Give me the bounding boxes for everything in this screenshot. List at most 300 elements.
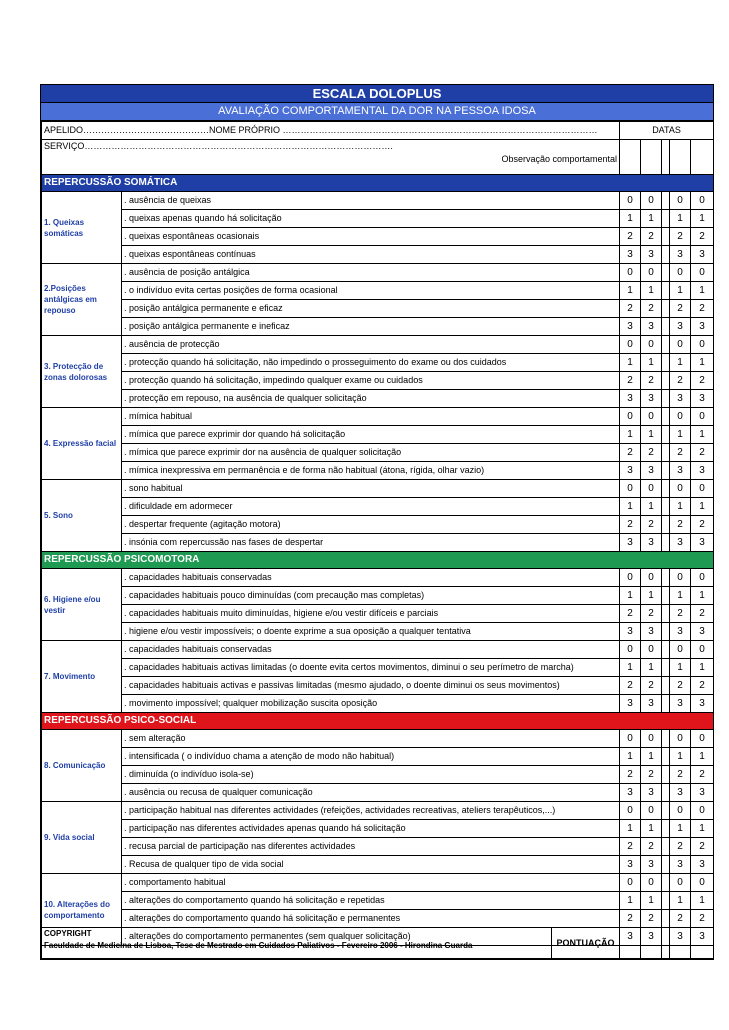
score-spacer-cell[interactable]	[662, 300, 670, 318]
score-cell[interactable]: 0	[641, 264, 662, 282]
item-row	[42, 336, 714, 354]
score-cell[interactable]: 1	[691, 498, 714, 516]
score-spacer-cell[interactable]	[662, 748, 670, 766]
item-description: . ausência de queixas	[122, 192, 620, 210]
date-cell[interactable]	[641, 140, 662, 175]
item-description: . comportamento habitual	[122, 874, 620, 892]
score-cell[interactable]: 2	[670, 516, 691, 534]
score-total-cell[interactable]	[691, 928, 714, 959]
score-cell[interactable]: 1	[641, 748, 662, 766]
score-cell[interactable]: 3	[670, 784, 691, 802]
score-cell[interactable]: 1	[670, 587, 691, 605]
item-description: . participação habitual nas diferentes actividades (refeições, actividades recreativas, ateliers terapêuticos,...)	[122, 802, 620, 820]
score-cell[interactable]: 0	[691, 569, 714, 587]
item-row	[42, 192, 714, 210]
score-cell[interactable]: 0	[670, 408, 691, 426]
score-cell[interactable]: 3	[670, 246, 691, 264]
score-cell[interactable]: 2	[620, 228, 641, 246]
footer-table	[41, 927, 714, 959]
date-cell[interactable]	[620, 140, 641, 175]
score-cell[interactable]: 1	[620, 498, 641, 516]
score-spacer-cell[interactable]	[662, 498, 670, 516]
score-cell[interactable]: 3	[641, 534, 662, 552]
score-cell[interactable]: 1	[620, 892, 641, 910]
score-cell[interactable]: 3	[641, 695, 662, 713]
date-cell[interactable]	[662, 140, 670, 175]
score-spacer-cell[interactable]	[662, 246, 670, 264]
score-cell[interactable]: 0	[691, 264, 714, 282]
score-cell[interactable]: 2	[620, 444, 641, 462]
score-cell[interactable]: 3	[670, 390, 691, 408]
score-cell[interactable]: 3	[620, 695, 641, 713]
item-row	[42, 516, 714, 534]
score-cell[interactable]: 3	[670, 695, 691, 713]
score-cell[interactable]: 2	[620, 300, 641, 318]
credit-text: Faculdade de Medicina de Lisboa, Tese de Mestrado em Cuidados Paliativos - Fevereiro 2006 - Hirondina Guarda	[44, 941, 473, 950]
category-label: 2.Posições antálgicas em repouso	[42, 264, 122, 336]
score-cell[interactable]: 3	[641, 390, 662, 408]
score-cell[interactable]: 1	[620, 282, 641, 300]
score-cell[interactable]: 2	[691, 677, 714, 695]
score-spacer-cell[interactable]	[662, 282, 670, 300]
score-cell[interactable]: 0	[641, 408, 662, 426]
score-cell[interactable]: 2	[620, 766, 641, 784]
score-spacer-cell[interactable]	[662, 318, 670, 336]
item-row	[42, 569, 714, 587]
score-cell[interactable]: 0	[641, 874, 662, 892]
score-cell[interactable]: 0	[670, 730, 691, 748]
score-cell[interactable]: 2	[641, 766, 662, 784]
apelido-field[interactable]: APELIDO……………………………………NOME PRÓPRIO ……………………………………………………………………………………………	[42, 122, 620, 140]
item-description: . ausência de posição antálgica	[122, 264, 620, 282]
score-spacer-cell[interactable]	[662, 677, 670, 695]
score-cell[interactable]: 3	[641, 462, 662, 480]
score-cell[interactable]: 3	[620, 856, 641, 874]
score-spacer-cell[interactable]	[662, 659, 670, 677]
score-cell[interactable]: 1	[670, 498, 691, 516]
datas-label: DATAS	[620, 122, 714, 140]
score-cell[interactable]: 0	[670, 192, 691, 210]
score-cell[interactable]: 2	[641, 372, 662, 390]
score-cell[interactable]: 3	[691, 928, 714, 946]
score-spacer-cell[interactable]	[662, 838, 670, 856]
score-cell[interactable]: 0	[641, 641, 662, 659]
score-cell[interactable]: 1	[641, 426, 662, 444]
item-row	[42, 444, 714, 462]
score-cell[interactable]: 3	[691, 246, 714, 264]
form-subtitle: AVALIAÇÃO COMPORTAMENTAL DA DOR NA PESSOA IDOSA	[41, 103, 713, 121]
score-cell[interactable]: 0	[670, 480, 691, 498]
item-row	[42, 264, 714, 282]
item-row	[42, 695, 714, 713]
score-cell[interactable]: 3	[691, 462, 714, 480]
score-cell[interactable]: 1	[641, 820, 662, 838]
item-row	[42, 659, 714, 677]
category-label: 3. Protecção de zonas dolorosas	[42, 336, 122, 408]
score-spacer-cell[interactable]	[662, 605, 670, 623]
score-cell[interactable]: 2	[691, 372, 714, 390]
category-label: 10. Alterações do comportamento	[42, 874, 122, 946]
score-spacer-cell[interactable]	[662, 587, 670, 605]
score-cell[interactable]: 3	[691, 534, 714, 552]
score-cell[interactable]: 2	[641, 677, 662, 695]
score-spacer-cell[interactable]	[662, 192, 670, 210]
score-cell[interactable]: 1	[691, 426, 714, 444]
score-cell[interactable]: 3	[670, 534, 691, 552]
item-description: . sem alteração	[122, 730, 620, 748]
score-cell[interactable]: 0	[670, 802, 691, 820]
item-row	[42, 641, 714, 659]
score-spacer-cell[interactable]	[662, 372, 670, 390]
score-cell[interactable]: 3	[691, 695, 714, 713]
score-cell[interactable]: 3	[641, 318, 662, 336]
item-row	[42, 605, 714, 623]
item-row	[42, 874, 714, 892]
name-row	[42, 122, 714, 140]
item-row	[42, 390, 714, 408]
score-cell[interactable]: 2	[620, 516, 641, 534]
score-cell[interactable]: 3	[620, 318, 641, 336]
score-cell[interactable]: 3	[670, 318, 691, 336]
score-spacer-cell[interactable]	[662, 695, 670, 713]
score-spacer-cell[interactable]	[662, 534, 670, 552]
score-cell[interactable]: 0	[670, 569, 691, 587]
score-cell[interactable]: 2	[670, 372, 691, 390]
score-cell[interactable]: 1	[620, 748, 641, 766]
item-row	[42, 587, 714, 605]
section-header	[42, 552, 714, 569]
item-description: . mímica habitual	[122, 408, 620, 426]
score-cell[interactable]: 3	[670, 462, 691, 480]
score-spacer-cell[interactable]	[662, 354, 670, 372]
pontuacao-label: PONTUAÇÃO	[552, 928, 620, 959]
score-cell[interactable]: 2	[670, 300, 691, 318]
score-cell[interactable]: 0	[641, 192, 662, 210]
score-cell[interactable]: 0	[670, 336, 691, 354]
score-cell[interactable]: 0	[691, 408, 714, 426]
item-description: . movimento impossível; qualquer mobilização suscita oposição	[122, 695, 620, 713]
score-spacer-cell[interactable]	[662, 856, 670, 874]
item-description: . queixas espontâneas contínuas	[122, 246, 620, 264]
score-cell[interactable]: 1	[670, 354, 691, 372]
item-description: . capacidades habituais conservadas	[122, 641, 620, 659]
item-description: . protecção quando há solicitação, não impedindo o prosseguimento do exame ou dos cuidados	[122, 354, 620, 372]
score-cell[interactable]: 0	[670, 264, 691, 282]
item-row	[42, 892, 714, 910]
score-cell[interactable]: 2	[620, 838, 641, 856]
score-cell[interactable]: 1	[620, 354, 641, 372]
item-row	[42, 784, 714, 802]
score-cell[interactable]: 0	[641, 569, 662, 587]
score-cell[interactable]: 2	[691, 516, 714, 534]
item-description: . diminuída (o indivíduo isola-se)	[122, 766, 620, 784]
score-spacer-cell[interactable]	[662, 820, 670, 838]
item-row	[42, 498, 714, 516]
score-spacer-cell[interactable]	[662, 210, 670, 228]
score-cell[interactable]: 1	[670, 282, 691, 300]
item-description: . dificuldade em adormecer	[122, 498, 620, 516]
item-row	[42, 462, 714, 480]
score-cell[interactable]: 1	[620, 210, 641, 228]
score-cell[interactable]: 0	[620, 480, 641, 498]
item-description: . insónia com repercussão nas fases de despertar	[122, 534, 620, 552]
score-cell[interactable]: 2	[691, 910, 714, 928]
score-cell[interactable]: 2	[670, 910, 691, 928]
score-cell[interactable]: 1	[670, 210, 691, 228]
item-description: . participação nas diferentes actividades apenas quando há solicitação	[122, 820, 620, 838]
score-cell[interactable]: 2	[641, 910, 662, 928]
score-cell[interactable]: 2	[670, 838, 691, 856]
score-cell[interactable]: 2	[670, 228, 691, 246]
score-spacer-cell[interactable]	[662, 766, 670, 784]
section-header	[42, 713, 714, 730]
item-row	[42, 910, 714, 928]
score-cell[interactable]: 3	[620, 246, 641, 264]
score-cell[interactable]: 0	[620, 336, 641, 354]
item-description: . protecção em repouso, na ausência de qualquer solicitação	[122, 390, 620, 408]
score-cell[interactable]: 1	[641, 892, 662, 910]
item-description: . queixas apenas quando há solicitação	[122, 210, 620, 228]
item-description: . alterações do comportamento quando há solicitação e permanentes	[122, 910, 620, 928]
score-cell[interactable]: 1	[641, 659, 662, 677]
score-cell[interactable]: 3	[691, 623, 714, 641]
score-spacer-cell[interactable]	[662, 874, 670, 892]
score-spacer-cell[interactable]	[662, 264, 670, 282]
date-cell[interactable]	[670, 140, 691, 175]
score-cell[interactable]: 2	[620, 605, 641, 623]
score-cell[interactable]: 1	[641, 210, 662, 228]
score-cell[interactable]: 2	[691, 838, 714, 856]
score-total-cell[interactable]	[670, 928, 691, 959]
score-cell[interactable]: 2	[670, 677, 691, 695]
item-description: . capacidades habituais activas e passivas limitadas (mesmo ajudado, o doente diminui os seus movimentos)	[122, 677, 620, 695]
score-cell[interactable]: 1	[691, 282, 714, 300]
score-cell[interactable]: 1	[641, 354, 662, 372]
score-cell[interactable]: 0	[691, 641, 714, 659]
score-cell[interactable]: 1	[641, 282, 662, 300]
item-row	[42, 318, 714, 336]
score-cell[interactable]: 0	[691, 192, 714, 210]
score-cell[interactable]: 1	[620, 659, 641, 677]
score-cell[interactable]: 3	[620, 462, 641, 480]
category-label: 9. Vida social	[42, 802, 122, 874]
score-cell[interactable]: 1	[670, 820, 691, 838]
score-cell[interactable]: 1	[641, 498, 662, 516]
score-cell[interactable]: 3	[691, 784, 714, 802]
score-cell[interactable]: 1	[670, 892, 691, 910]
item-row	[42, 534, 714, 552]
score-cell[interactable]: 0	[620, 408, 641, 426]
score-spacer-cell[interactable]	[662, 784, 670, 802]
score-spacer-cell[interactable]	[662, 426, 670, 444]
item-row	[42, 228, 714, 246]
score-cell[interactable]: 0	[620, 802, 641, 820]
score-cell[interactable]: 2	[641, 605, 662, 623]
score-cell[interactable]: 3	[691, 390, 714, 408]
score-cell[interactable]: 0	[641, 730, 662, 748]
service-cell	[42, 140, 620, 175]
score-cell[interactable]: 2	[691, 444, 714, 462]
score-cell[interactable]: 1	[691, 892, 714, 910]
score-cell[interactable]: 0	[691, 874, 714, 892]
item-row	[42, 372, 714, 390]
score-spacer-cell[interactable]	[662, 623, 670, 641]
score-cell[interactable]: 1	[670, 426, 691, 444]
service-row	[42, 140, 714, 175]
score-cell[interactable]: 0	[691, 802, 714, 820]
score-cell[interactable]: 2	[641, 228, 662, 246]
score-cell[interactable]: 2	[691, 228, 714, 246]
item-description: . mímica que parece exprimir dor na ausência de qualquer solicitação	[122, 444, 620, 462]
score-cell[interactable]: 1	[691, 587, 714, 605]
item-description: . ausência ou recusa de qualquer comunicação	[122, 784, 620, 802]
score-cell[interactable]: 1	[620, 587, 641, 605]
item-description: . recusa parcial de participação nas diferentes actividades	[122, 838, 620, 856]
score-total-cell[interactable]	[641, 928, 662, 959]
score-cell[interactable]: 3	[641, 784, 662, 802]
score-cell[interactable]: 0	[620, 569, 641, 587]
score-cell[interactable]: 1	[670, 748, 691, 766]
score-cell[interactable]: 3	[670, 856, 691, 874]
item-row	[42, 408, 714, 426]
score-cell[interactable]: 0	[670, 641, 691, 659]
date-cell[interactable]	[691, 140, 714, 175]
score-cell[interactable]: 1	[691, 210, 714, 228]
score-cell[interactable]: 0	[641, 480, 662, 498]
score-spacer-cell[interactable]	[662, 802, 670, 820]
item-row	[42, 300, 714, 318]
score-spacer-cell[interactable]	[662, 516, 670, 534]
category-label: 8. Comunicação	[42, 730, 122, 802]
score-cell[interactable]: 1	[691, 659, 714, 677]
item-row	[42, 210, 714, 228]
item-description: . queixas espontâneas ocasionais	[122, 228, 620, 246]
score-cell[interactable]: 1	[691, 820, 714, 838]
item-description: . higiene e/ou vestir impossíveis; o doente exprime a sua oposição a qualquer tentativa	[122, 623, 620, 641]
score-cell[interactable]: 0	[620, 874, 641, 892]
item-row	[42, 838, 714, 856]
score-cell[interactable]: 2	[620, 677, 641, 695]
score-spacer-cell[interactable]	[662, 730, 670, 748]
score-cell[interactable]: 2	[641, 838, 662, 856]
score-cell[interactable]: 3	[670, 623, 691, 641]
score-cell[interactable]: 3	[641, 928, 662, 946]
score-cell[interactable]: 3	[641, 623, 662, 641]
score-cell[interactable]: 2	[641, 516, 662, 534]
score-total-cell[interactable]	[620, 928, 641, 959]
score-cell[interactable]: 2	[670, 605, 691, 623]
item-row	[42, 426, 714, 444]
item-description: . capacidades habituais activas limitadas (o doente evita certos movimentos, diminui o seu perímetro de marcha)	[122, 659, 620, 677]
score-cell[interactable]: 0	[641, 336, 662, 354]
copyright-label: COPYRIGHT	[44, 929, 92, 938]
score-cell[interactable]: 2	[691, 300, 714, 318]
score-spacer-cell[interactable]	[662, 569, 670, 587]
item-description: . alterações do comportamento permanentes (sem qualquer solicitação)	[122, 928, 620, 946]
item-row	[42, 282, 714, 300]
score-cell[interactable]: 2	[620, 372, 641, 390]
score-cell[interactable]: 3	[691, 856, 714, 874]
score-cell[interactable]: 1	[691, 748, 714, 766]
observacao-label: Observação comportamental	[501, 154, 617, 164]
item-row	[42, 802, 714, 820]
score-cell[interactable]: 1	[620, 820, 641, 838]
section-header	[42, 175, 714, 192]
score-cell[interactable]: 1	[670, 659, 691, 677]
category-label: 4. Expressão facial	[42, 408, 122, 480]
item-row	[42, 354, 714, 372]
category-label: 1. Queixas somáticas	[42, 192, 122, 264]
assessment-table	[41, 121, 714, 946]
score-cell[interactable]: 3	[620, 784, 641, 802]
score-cell[interactable]: 0	[691, 730, 714, 748]
score-cell[interactable]: 0	[620, 192, 641, 210]
score-spacer-cell[interactable]	[662, 390, 670, 408]
item-row	[42, 623, 714, 641]
score-cell[interactable]: 3	[641, 246, 662, 264]
score-cell[interactable]: 2	[670, 766, 691, 784]
score-spacer-cell[interactable]	[662, 480, 670, 498]
score-cell[interactable]: 0	[641, 802, 662, 820]
item-row	[42, 246, 714, 264]
score-cell[interactable]: 1	[691, 354, 714, 372]
score-cell[interactable]: 3	[670, 928, 691, 946]
score-cell[interactable]: 0	[620, 730, 641, 748]
item-description: . posição antálgica permanente e ineficaz	[122, 318, 620, 336]
score-spacer-cell[interactable]	[662, 228, 670, 246]
score-cell[interactable]: 1	[620, 426, 641, 444]
score-spacer-cell[interactable]	[662, 462, 670, 480]
score-cell[interactable]: 1	[641, 587, 662, 605]
score-cell[interactable]: 3	[641, 856, 662, 874]
score-spacer-cell[interactable]	[662, 892, 670, 910]
score-spacer-cell[interactable]	[662, 444, 670, 462]
item-row	[42, 748, 714, 766]
score-total-cell[interactable]	[662, 928, 670, 959]
item-description: . o indivíduo evita certas posições de forma ocasional	[122, 282, 620, 300]
score-cell[interactable]: 2	[670, 444, 691, 462]
score-cell[interactable]: 3	[691, 318, 714, 336]
item-description: . intensificada ( o indivíduo chama a atenção de modo não habitual)	[122, 748, 620, 766]
item-description: . alterações do comportamento quando há solicitação e repetidas	[122, 892, 620, 910]
score-cell[interactable]: 0	[620, 641, 641, 659]
score-cell[interactable]: 0	[691, 480, 714, 498]
score-cell[interactable]: 0	[670, 874, 691, 892]
servico-field[interactable]: SERVIÇO………………………………………………………………………………………….	[44, 141, 393, 151]
category-label: 5. Sono	[42, 480, 122, 552]
doloplus-form	[40, 84, 714, 960]
score-cell[interactable]: 0	[620, 264, 641, 282]
score-spacer-cell[interactable]	[662, 910, 670, 928]
score-cell[interactable]: 0	[691, 336, 714, 354]
score-cell[interactable]: 3	[620, 390, 641, 408]
item-description: . mímica que parece exprimir dor quando há solicitação	[122, 426, 620, 444]
score-cell[interactable]: 2	[641, 444, 662, 462]
score-spacer-cell[interactable]	[662, 641, 670, 659]
section-title: REPERCUSSÃO PSICOMOTORA	[42, 552, 714, 569]
score-cell[interactable]: 2	[691, 605, 714, 623]
score-spacer-cell[interactable]	[662, 408, 670, 426]
score-cell[interactable]: 3	[620, 623, 641, 641]
item-description: . despertar frequente (agitação motora)	[122, 516, 620, 534]
score-cell[interactable]: 2	[691, 766, 714, 784]
score-cell[interactable]: 3	[620, 928, 641, 946]
score-spacer-cell[interactable]	[662, 336, 670, 354]
score-cell[interactable]: 3	[620, 534, 641, 552]
score-cell[interactable]: 2	[620, 910, 641, 928]
score-cell[interactable]: 2	[641, 300, 662, 318]
item-row	[42, 677, 714, 695]
